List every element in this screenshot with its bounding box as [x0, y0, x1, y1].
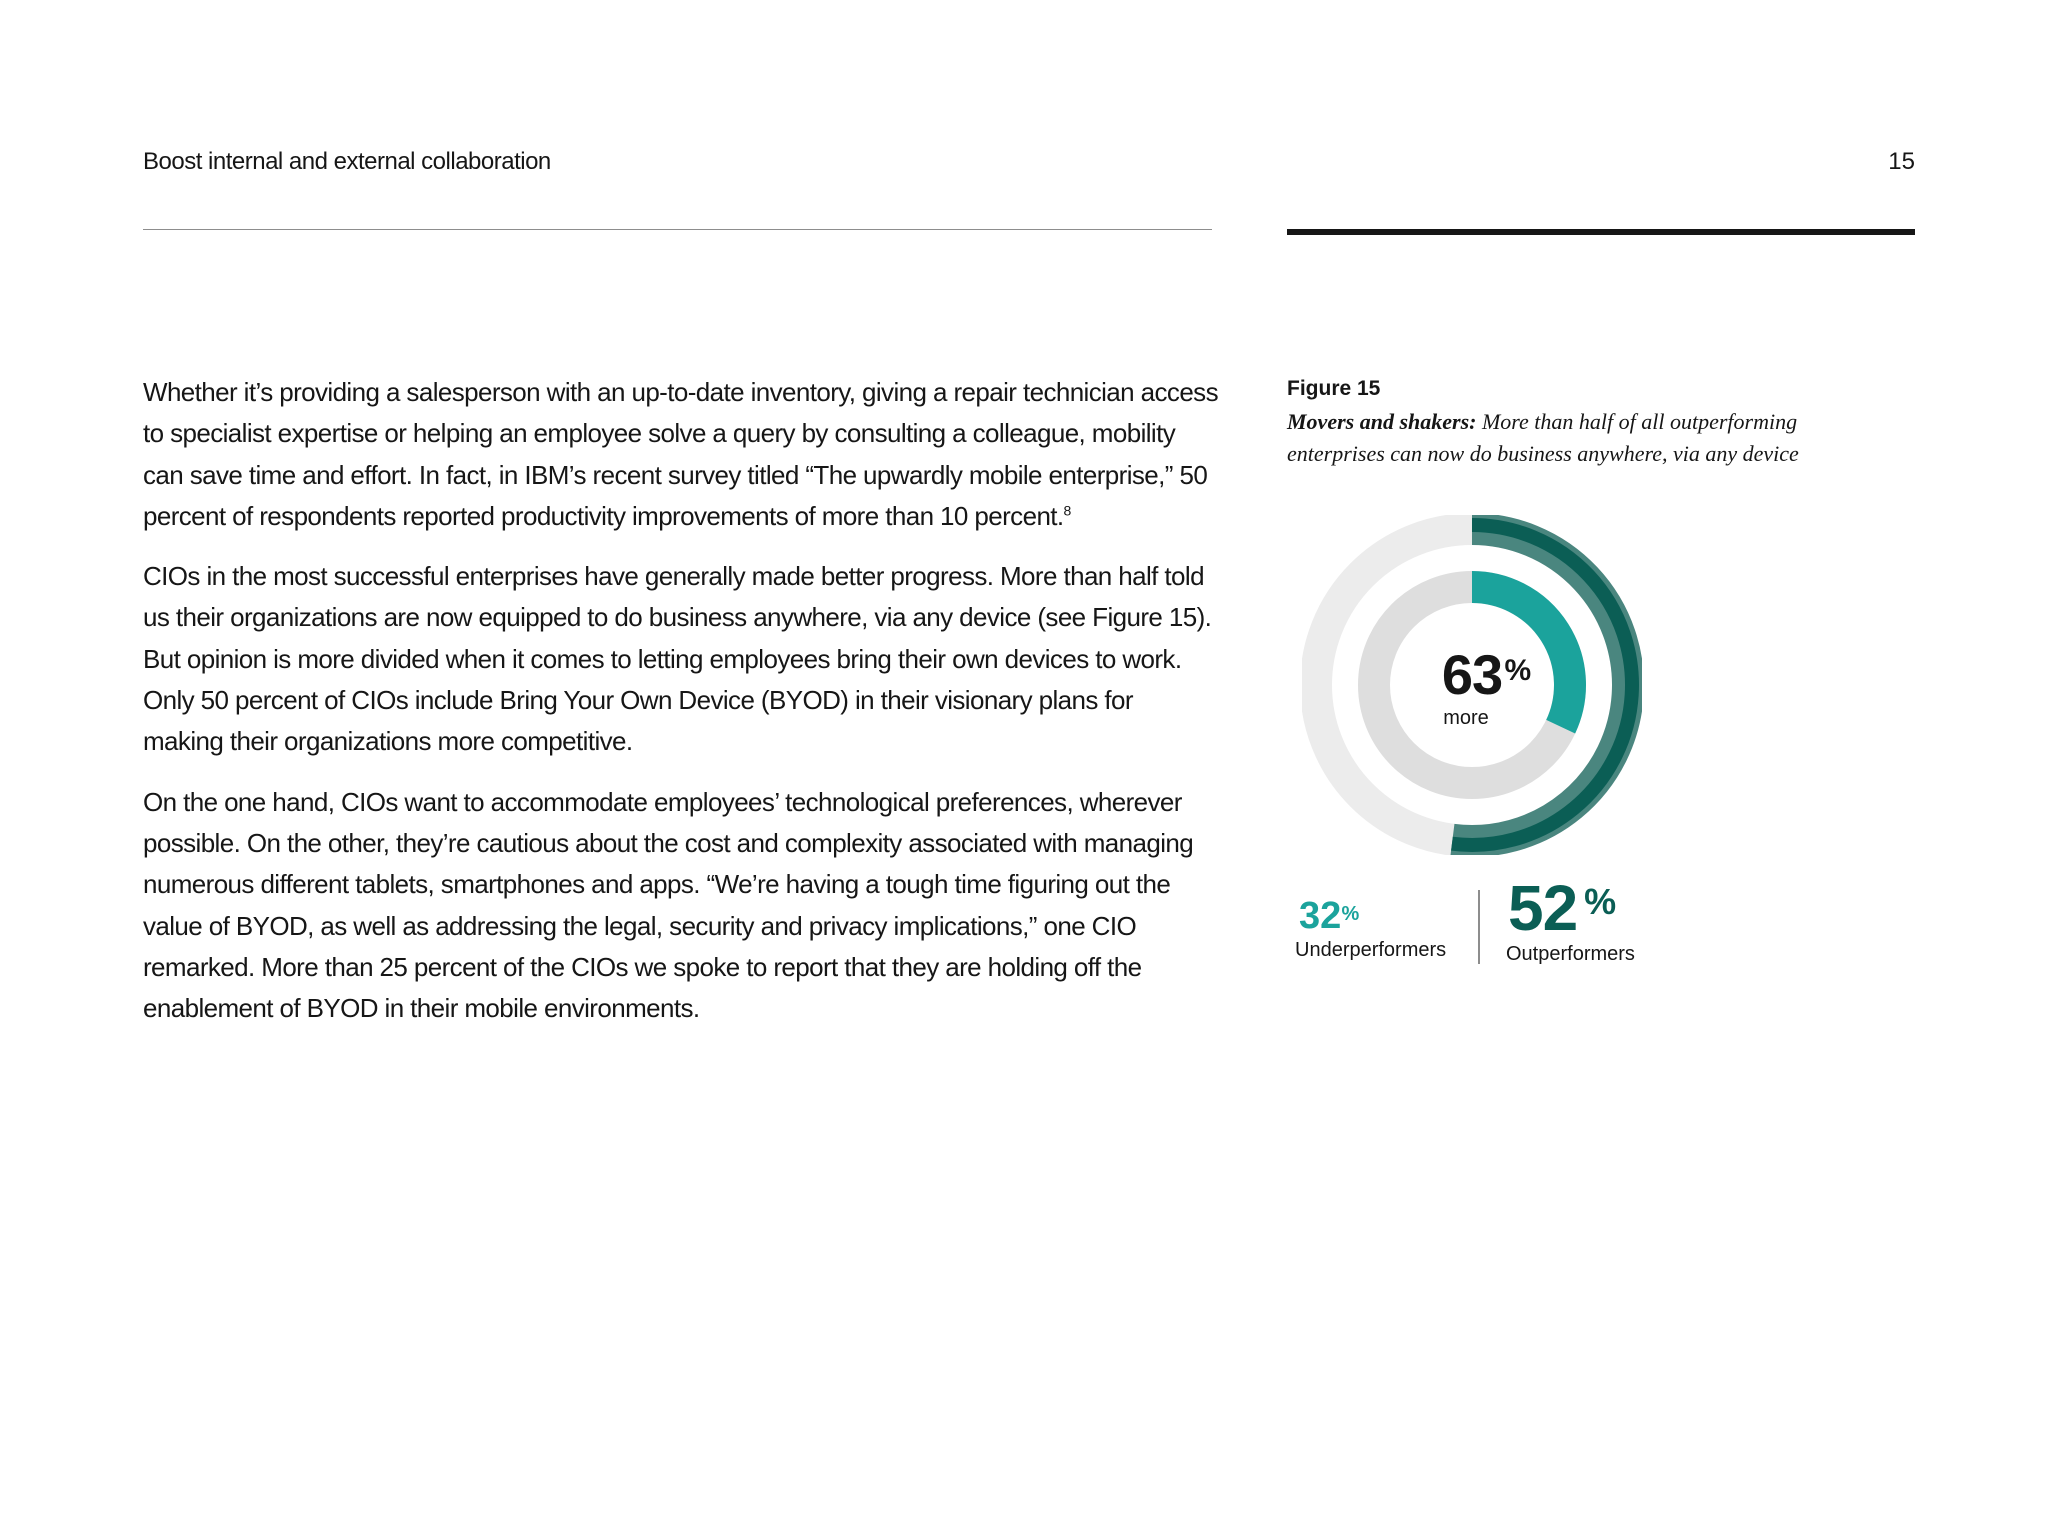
- stat-outperformers: [1506, 872, 1635, 966]
- paragraph-2: CIOs in the most successful enterprises have generally made better progress. More than half told us their organizations are now equipped to do business anywhere, via any device (see Figure 15). But opinion is more divided when it comes to letting employees bring their own devices to work. Only 50 percent of CIOs include Bring Your Own Device (BYOD) in their visionary plans for making their organizations more competitive.: [143, 561, 1212, 757]
- underperformers-value: 32 %: [1299, 895, 1360, 937]
- paragraph-3: On the one hand, CIOs want to accommodate employees’ technological preferences, wherever possible. On the other, they’re cautious about the cost and complexity associated with managing numerous different tablets, smartphones and apps. “We’re having a tough time figuring out the value of BYOD, as well as addressing the legal, security and privacy implications,” one CIO remarked. More than 25 percent of the CIOs we spoke to report that they are holding off the enablement of BYOD in their mobile environments.: [143, 786, 1194, 1024]
- header-rule-left: [143, 229, 1212, 230]
- donut-chart: [1302, 515, 1642, 855]
- outperformers-value: 52 %: [1508, 875, 1577, 941]
- body-text: [143, 372, 1218, 1048]
- center-value: 63 %: [1441, 643, 1531, 706]
- footnote-ref: 8: [1063, 502, 1071, 519]
- underperformers-unit: %: [1341, 903, 1360, 925]
- figure-label: Figure 15: [1287, 377, 1381, 400]
- stat-underperformers: [1295, 895, 1446, 962]
- donut-center: [1302, 643, 1642, 730]
- figure-caption: [1287, 406, 1847, 470]
- figure-caption-lead: Movers and shakers:: [1287, 409, 1477, 434]
- page-number: 15: [1888, 148, 1915, 175]
- outperformers-label: Outperformers: [1506, 943, 1635, 965]
- paragraph-1: Whether it’s providing a salesperson with an up-to-date inventory, giving a repair technician access to specialist expertise or helping an employee solve a query by consulting a colleague, mobility can save time and effort. In fact, in IBM’s recent survey titled “The upwardly mobile enterprise,” 50 percent of respondents reported productivity improvements of more than 10 percent.$^8$: [143, 377, 1218, 531]
- figure-caption-text: More than half of all outperforming enterprises can now do business anywhere, via any device: [1287, 409, 1799, 466]
- center-label: more: [1443, 707, 1489, 729]
- stat-divider: [1478, 890, 1480, 964]
- header-rule-right: [1287, 229, 1915, 235]
- underperformers-label: Underperformers: [1295, 939, 1447, 961]
- center-unit: %: [1504, 654, 1531, 687]
- section-title: Boost internal and external collaboration: [143, 148, 551, 175]
- outperformers-unit: %: [1584, 881, 1616, 922]
